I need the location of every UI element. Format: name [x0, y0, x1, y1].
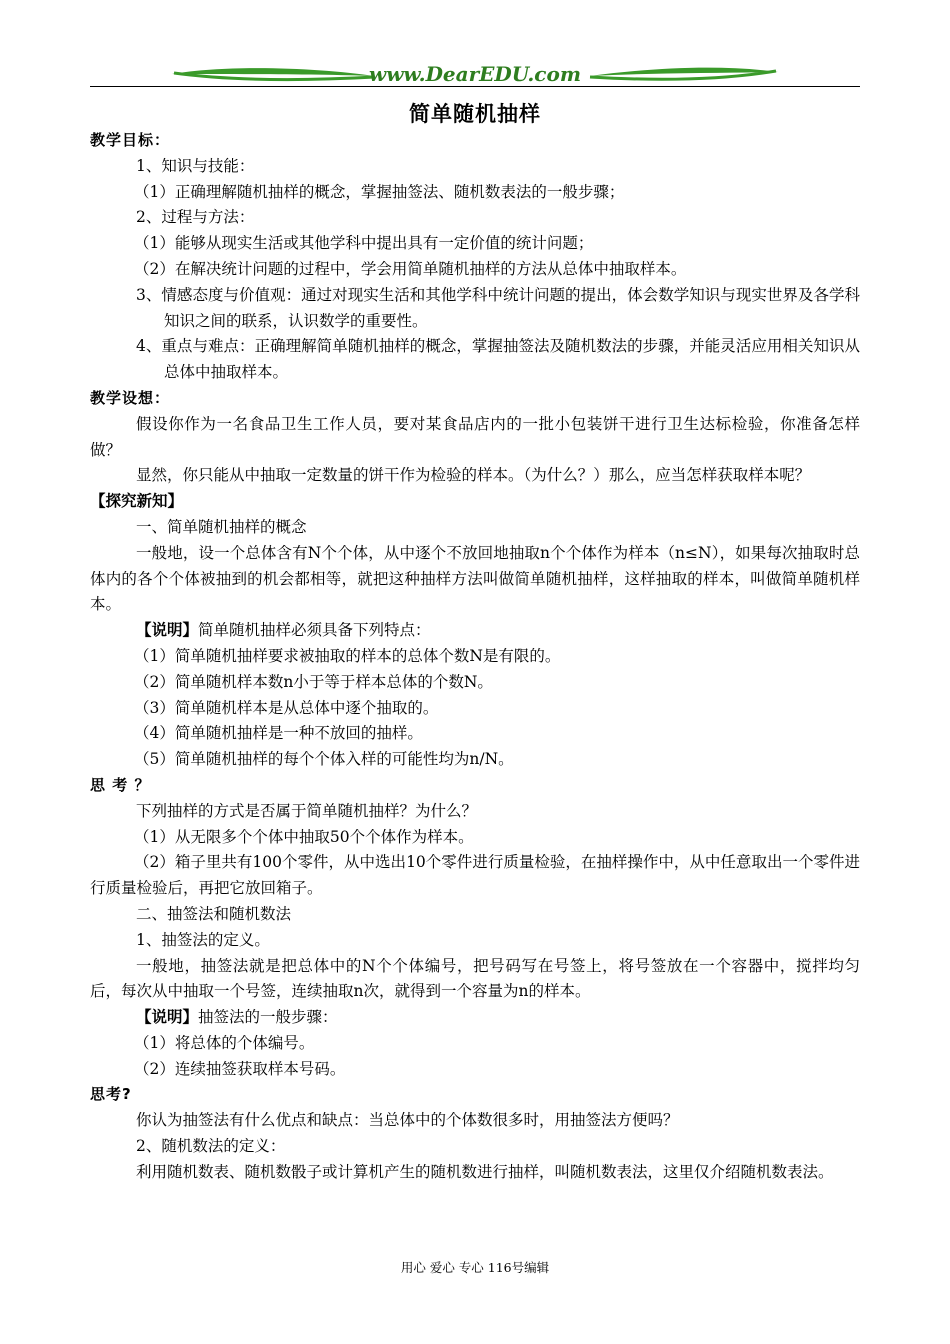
note-1-label: 【说明】: [136, 621, 199, 640]
goal-3: 3、情感态度与价值观：通过对现实生活和其他学科中统计问题的提出，体会数学知识与现实世界及各学科知识之间的联系，认识数学的重要性。: [136, 285, 860, 330]
goal-2: 2、过程与方法：: [136, 208, 255, 227]
note-2: [90, 1005, 860, 1031]
think-2-question: 你认为抽签法有什么优点和缺点：当总体中的个体数很多时，用抽签法方便吗？: [136, 1111, 679, 1130]
concept-paragraph: 一般地，设一个总体含有N个个体，从中逐个不放回地抽取n个个体作为样本（n≤N），如果每次抽取时总体内的各个个体被抽到的机会都相等，就把这种抽样方法叫做简单随机抽样，这样抽取的样本，叫做简单随机样本。: [90, 543, 860, 614]
think-1-item-1: （1）从无限多个个体中抽取50个个体作为样本。: [134, 827, 474, 846]
note-1: [90, 618, 860, 644]
feature-item: （5）简单随机抽样的每个个体入样的可能性均为n/N。: [134, 750, 514, 769]
goals-heading: 教学目标：: [90, 131, 171, 149]
think-1-item-2: [90, 850, 860, 902]
design-paragraph-1: 假设你作为一名食品卫生工作人员，要对某食品店内的一批小包装饼干进行卫生达标检验，你准备怎样做？: [90, 414, 860, 459]
goal-2-item-2: （2）在解决统计问题的过程中，学会用简单随机抽样的方法从总体中抽取样本。: [134, 259, 687, 278]
feature-item: （2）简单随机样本数n小于等于样本总体的个数N。: [134, 672, 493, 691]
page-footer: 用心 爱心 专心 116号编辑: [400, 1260, 550, 1275]
lottery-definition: 一般地，抽签法就是把总体中的N个个体编号，把号码写在号签上，将号签放在一个容器中，搅拌均匀后，每次从中抽取一个号签，连续抽取n次，就得到一个容量为n的样本。: [90, 956, 860, 1001]
random-definition: 利用随机数表、随机数骰子或计算机产生的随机数进行抽样，叫随机数表法，这里仅介绍随机数表法。: [136, 1162, 834, 1181]
think-1-question: 下列抽样的方式是否属于简单随机抽样？为什么？: [136, 801, 478, 820]
lottery-definition-title: 1、抽签法的定义。: [136, 930, 270, 949]
goal-4: 4、重点与难点：正确理解简单随机抽样的概念，掌握抽签法及随机数法的步骤，并能灵活应用相关知识从总体中抽取样本。: [136, 337, 860, 382]
feature-item: （1）简单随机抽样要求被抽取的样本的总体个数N是有限的。: [134, 646, 561, 665]
concept-title: 一、简单随机抽样的概念: [136, 517, 307, 536]
method-title: 二、抽签法和随机数法: [136, 904, 292, 923]
explore-heading: 【探究新知】: [90, 492, 184, 511]
design-paragraph-2: 显然，你只能从中抽取一定数量的饼干作为检验的样本。（为什么？）那么，应当怎样获取样本呢？: [136, 466, 811, 485]
feature-item: （3）简单随机样本是从总体中逐个抽取的。: [134, 698, 439, 717]
note-2-label: 【说明】: [136, 1008, 199, 1027]
document-body: [90, 128, 860, 1186]
goal-1: 1、知识与技能：: [136, 156, 255, 175]
goal-2-item-1: （1）能够从现实生活或其他学科中提出具有一定价值的统计问题；: [134, 234, 594, 253]
feature-item: （4）简单随机抽样是一种不放回的抽样。: [134, 724, 423, 743]
step-item: （2）连续抽签获取样本号码。: [134, 1059, 346, 1078]
note-2-text: 抽签法的一般步骤：: [198, 1008, 338, 1027]
think-1-heading: 思 考 ？: [90, 775, 151, 794]
logo-text: www.DearEDU.com: [368, 62, 581, 86]
design-heading: 教学设想：: [90, 388, 171, 407]
step-item: （1）将总体的个体编号。: [134, 1033, 315, 1052]
think-2-heading: 思考?: [90, 1085, 132, 1104]
header-rule: [90, 86, 860, 87]
page-title: 简单随机抽样: [409, 102, 541, 126]
random-definition-title: 2、随机数法的定义：: [136, 1137, 286, 1156]
goal-1-item-1: （1）正确理解随机抽样的概念，掌握抽签法、随机数表法的一般步骤；: [134, 182, 625, 201]
think-1-item-2-text: （2）箱子里共有100个零件，从中选出10个零件进行质量检验，在抽样操作中，从中任意取出一个零件进行质量检验后，再把它放回箱子。: [90, 853, 860, 898]
note-1-text: 简单随机抽样必须具备下列特点：: [198, 621, 431, 640]
